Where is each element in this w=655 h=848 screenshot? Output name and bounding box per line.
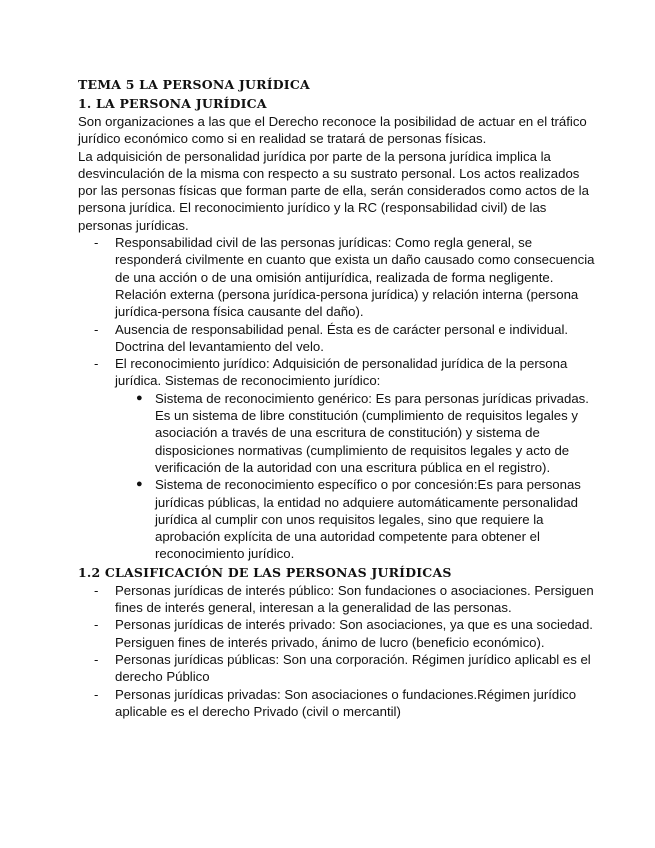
section-2-heading: 1.2 CLASIFICACIÓN DE LAS PERSONAS JURÍDICAS	[78, 564, 452, 580]
list-item-text: Personas jurídicas públicas: Son una corporación. Régimen jurídico aplicabl es el derecho Público	[115, 651, 591, 685]
section-1-paragraph: Son organizaciones a las que el Derecho reconoce la posibilidad de actuar en el tráfico jurídico económico como si en realidad se tratará de personas físicas.	[78, 114, 587, 147]
sub-list-item	[78, 476, 598, 562]
list-item	[78, 321, 598, 356]
list-item	[78, 582, 598, 617]
sub-list-item	[78, 390, 598, 476]
list-item-text: Ausencia de responsabilidad penal. Ésta es de carácter personal e individual. Doctrina del levantamiento del velo.	[115, 321, 569, 354]
dash-marker: -	[94, 651, 99, 667]
document-page	[78, 75, 598, 720]
section-1-list	[78, 234, 598, 563]
list-item-text: Personas jurídicas de interés público: Son fundaciones o asociaciones. Persiguen fines de interés general, interesan a la generalidad de las personas.	[115, 582, 594, 616]
list-item	[78, 651, 598, 686]
list-item	[78, 616, 598, 651]
dash-marker: -	[94, 582, 99, 598]
dash-marker: -	[94, 686, 99, 702]
list-item-text: Personas jurídicas de interés privado: Son asociaciones, ya que es una sociedad. Persiguen fines de interés privado, ánimo de lucro (beneficio económico).	[115, 617, 593, 650]
section-2-list	[78, 582, 598, 720]
bullet-marker: ●	[136, 391, 143, 404]
list-item-text: Responsabilidad civil de las personas jurídicas: Como regla general, se responderá civilmente en cuanto que exista un daño causado como consecuencia de una acción o de una omisión antijurídica, realizada de forma negligente. Relación externa (persona jurídica-persona jurídica) y relación interna (persona jurídica-persona física causante del daño).	[115, 235, 595, 320]
dash-marker: -	[94, 356, 99, 372]
document-title: TEMA 5 LA PERSONA JURÍDICA	[78, 77, 310, 92]
sub-list-item-text: Sistema de reconocimiento específico o por concesión:Es para personas jurídicas públicas, la entidad no adquiere automáticamente personalidad jurídica al cumplir con unos requisitos legales, sino que requiere la aprobación explícita de una autoridad competente para obtener el reconocimiento jurídico.	[155, 477, 581, 562]
recognition-systems-list	[115, 390, 598, 563]
section-1-heading: 1. LA PERSONA JURÍDICA	[78, 96, 267, 111]
list-item	[78, 234, 598, 320]
bullet-marker: ●	[136, 478, 143, 491]
list-item	[78, 355, 598, 563]
list-item	[78, 686, 598, 721]
dash-marker: -	[94, 617, 99, 633]
list-item-text: Personas jurídicas privadas: Son asociaciones o fundaciones.Régimen jurídico aplicable es el derecho Privado (civil o mercantil)	[115, 686, 577, 719]
dash-marker: -	[94, 235, 99, 251]
section-1-paragraph: La adquisición de personalidad jurídica por parte de la persona jurídica implica la desvinculación de la misma con respecto a su sustrato personal. Los actos realizados por las personas físicas que forman parte de ella, serán considerados como actos de la persona jurídica. El reconocimiento jurídico y la RC (responsabilidad civil) de las personas jurídicas.	[78, 148, 589, 233]
dash-marker: -	[94, 321, 99, 337]
sub-list-item-text: Sistema de reconocimiento genérico: Es para personas jurídicas privadas. Es un sistema de libre constitución (cumplimiento de requisitos legales y asociación a través de una escritura de constitución) y sistema de disposiciones normativas (cumplimiento de requisitos legales y acto de verificación de la autoridad con una escritura pública en el registro).	[155, 390, 589, 475]
list-item-text: El reconocimiento jurídico: Adquisición de personalidad jurídica de la persona jurídica. Sistemas de reconocimiento jurídico:	[115, 356, 568, 389]
